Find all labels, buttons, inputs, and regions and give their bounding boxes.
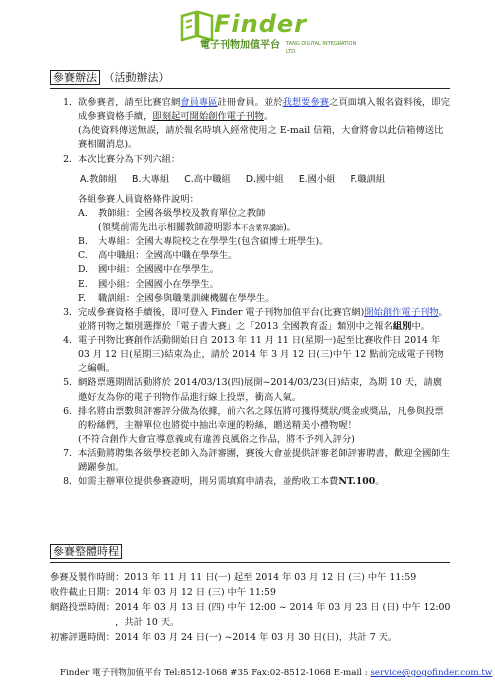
qual-item: B. 大專組：全國大專院校之在學學生(包含碩博士班學生)。	[78, 236, 329, 248]
schedule-row: 初審評選時間：2014 年 03 月 24 日(一) ~2014 年 03 月 30 日(日)，共計 7 天。	[50, 632, 398, 644]
join-contest-link[interactable]: 我想要參賽	[282, 97, 330, 108]
logo-chinese-name: 電子刊物加值平台	[200, 40, 280, 51]
rule-item-3: 3. 完成參賽資格手續後，即可登入 Finder 電子刊物加值平台(比賽官網)開始創作電子刊物。並將刊物之類別選擇於「電子書大賽」之「2013 全國教育盃」類別中之報名組別中。	[63, 306, 448, 332]
logo-wordmark: Finder	[214, 10, 307, 38]
qual-item: (領獎前需先出示相關教師證明影本不含業界講師)。	[98, 222, 297, 233]
group-vocational: F.職訓組	[350, 173, 386, 185]
group-list	[80, 173, 450, 187]
qual-item: D. 國中組：全國國中在學學生。	[78, 264, 219, 276]
qual-item: E. 國小組：全國國小在學學生。	[78, 278, 219, 290]
page-footer	[60, 667, 492, 680]
rules-body	[50, 96, 450, 489]
member-area-link[interactable]: 會員專區	[180, 97, 218, 108]
finder-logo	[180, 8, 360, 56]
group-high-school: C.高中職組	[184, 173, 231, 185]
schedule-row: 網路投票時間：2014 年 03 月 13 日 (四) 中午 12:00 ~ 2014 年 03 月 23 日 (日) 中午 12:00	[50, 602, 451, 614]
schedule-title: 參賽整體時程	[50, 544, 122, 559]
rules-heading	[50, 70, 170, 87]
qual-item: F. 職訓組：全國參與職業訓練機關在學學生。	[78, 292, 275, 304]
schedule-heading	[50, 544, 122, 561]
qual-item: A. 教師組：全國各級學校及教育單位之教師	[78, 207, 266, 219]
rule-item-5: 5. 網路票選期間活動將於 2014/03/13(四)展開~2014/03/23(日)結束，為期 10 天，請廣邀好友為你的電子刊物作品進行線上投票，衝高人氣。	[63, 377, 442, 403]
rule-item-1: 1. 欲參賽者，請至比賽官網會員專區註冊會員。並於我想要參賽之頁面填入報名資料後，即完成參賽資格手續，即刻起可開始創作電子刊物。 (為使資料傳送無誤，請於報名時填入經常使用之 E-mail 信箱，大會將會以此信箱傳送比賽相關消息)。	[63, 97, 450, 151]
schedule-list	[50, 570, 450, 645]
rule-item-7: 7. 本活動將聘集各級學校老師入為評審團，賽後大會並提供評審老師評審聘書，歡迎全國師生踴躍參加。	[63, 448, 450, 474]
group-elementary: E.國小組	[298, 173, 336, 185]
rule-item-6: 6. 排名將由票數與評審評分做為依據，前六名之隊伍將可獲得獎狀/獎金或獎品，凡參與投票的粉絲們，主辦單位也將從中抽出幸運的粉絲，贈送精美小禮物喔！ (不符合創作大會宣導意義或有違善良風俗之作品，將不予列入評分)	[63, 405, 444, 445]
schedule-divider	[50, 562, 450, 563]
rule-item-8: 8. 如需主辦單位提供參賽證明，則另需填寫申請表，並酌收工本費NT.100。	[63, 476, 385, 488]
qualification-title: 各組參賽人員資格條件說明：	[78, 193, 199, 205]
rules-subtitle: （活動辦法）	[103, 71, 170, 84]
rules-divider	[50, 88, 450, 89]
start-creating-link[interactable]: 開始創作電子刊物	[364, 306, 439, 318]
group-teacher: A.教師組	[80, 173, 118, 185]
qualification-list	[78, 207, 450, 306]
rule-item-4: 4. 電子刊物比賽創作活動開始日自 2013 年 11 月 11 日(星期一)起至比賽收件日 2014 年 03 月 12 日(星期三)結束為止，請於 2014 年 3 月 12 日(三)中午 12 點前完成電子刊物之編輯。	[63, 335, 444, 375]
group-college: B.大專組	[132, 173, 170, 185]
qual-item: C. 高中職組：全國高中職在學學生。	[78, 250, 238, 262]
schedule-row: ，共計 10 天。	[50, 617, 180, 629]
footer-contact: Finder 電子刊物加值平台 Tel:8512-1068 #35 Fax:02-8512-1068 E-mail :	[60, 668, 371, 678]
rules-title: 參賽辦法	[50, 70, 100, 85]
schedule-row: 參賽及製作時間：2013 年 11 月 11 日(一) 起至 2014 年 03 月 12 日 (三) 中午 11:59	[50, 572, 417, 583]
group-junior-high: D.國中組	[245, 173, 284, 185]
schedule-row: 收件截止日期：2014 年 03 月 12 日 (三) 中午 11:59	[50, 587, 276, 599]
logo-english-name: TANG DIGITAL INTEGRATION LTD.	[286, 41, 357, 55]
footer-email-link[interactable]: service@gogofinder.com.tw	[370, 668, 493, 678]
rule-item-2: 2. 本次比賽分為下列六組：	[63, 153, 181, 165]
